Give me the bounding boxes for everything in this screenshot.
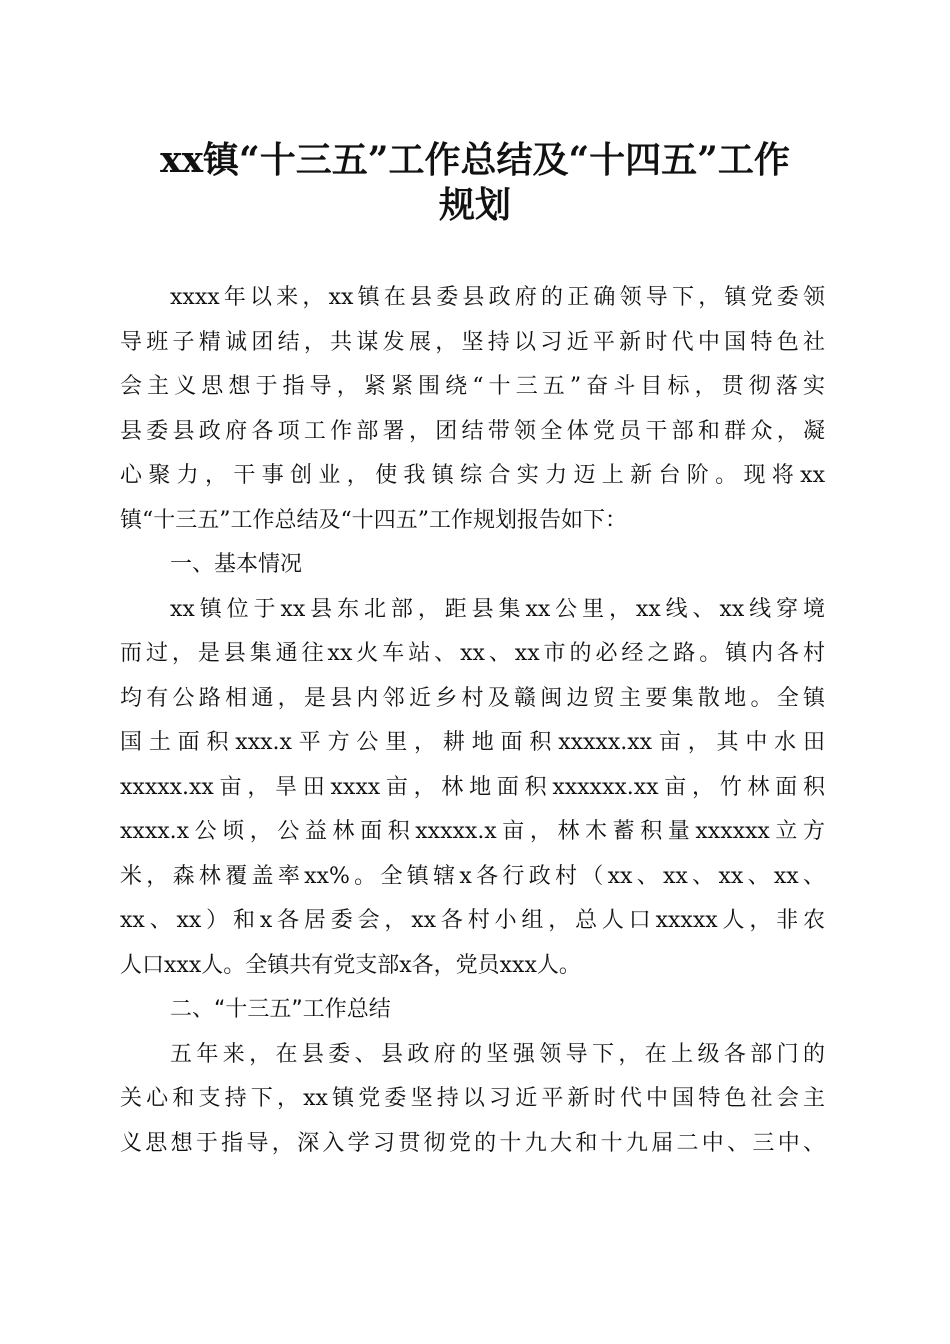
basic-info-paragraph [120,588,825,989]
document-body [120,276,825,1166]
text-line: 义思想于指导，深入学习贯彻党的十九大和十九届二中、三中、 [120,1130,825,1156]
section-heading-summary: 二、“十三五”工作总结 [170,997,391,1022]
intro-paragraph [120,276,825,543]
text-line: 镇“十三五”工作总结及“十四五”工作规划报告如下： [120,507,627,533]
section-heading-basic-info: 一、基本情况 [170,552,303,577]
text-line: 心聚力，干事创业，使我镇综合实力迈上新台阶。现将xx [120,463,825,488]
text-line: xxxx年以来，xx镇在县委县政府的正确领导下，镇党委领 [170,285,825,310]
text-line: xxxxx.xx亩，旱田xxxx亩，林地面积xxxxxx.xx亩，竹林面积 [120,774,825,800]
text-line: 关心和支持下，xx镇党委坚持以习近平新时代中国特色社会主 [120,1086,825,1111]
text-line: xx镇位于xx县东北部，距县集xx公里，xx线、xx线穿境 [170,596,825,622]
summary-paragraph [120,1033,825,1167]
title-line-2: 规划 [438,184,511,226]
text-line: 国土面积xxx.x平方公里，耕地面积xxxxx.xx亩，其中水田 [120,730,825,755]
document-title [110,138,840,228]
text-line: 米，森林覆盖率xx%。全镇辖x各行政村（xx、xx、xx、xx、 [120,863,825,889]
text-line: 五年来，在县委、县政府的坚强领导下，在上级各部门的 [170,1041,825,1067]
title-line-1: xx镇“十三五”工作总结及“十四五”工作 [160,139,790,181]
text-line: 而过，是县集通往xx火车站、xx、xx市的必经之路。镇内各村 [120,641,825,666]
text-line: 会主义思想于指导，紧紧围绕“十三五”奋斗目标，贯彻落实 [120,374,825,399]
text-line: xxxx.x公顷，公益林面积xxxxx.x亩，林木蓄积量xxxxxx立方 [120,819,825,844]
text-line: 导班子精诚团结，共谋发展，坚持以习近平新时代中国特色社 [120,329,825,355]
text-line: 均有公路相通，是县内邻近乡村及赣闽边贸主要集散地。全镇 [120,685,825,711]
text-line: 县委县政府各项工作部署，团结带领全体党员干部和群众，凝 [120,418,825,444]
text-line: xx、xx）和x各居委会，xx各村小组，总人口xxxxx人，非农 [120,908,825,933]
text-line: 人口xxx人。全镇共有党支部x各，党员xxx人。 [120,952,581,978]
